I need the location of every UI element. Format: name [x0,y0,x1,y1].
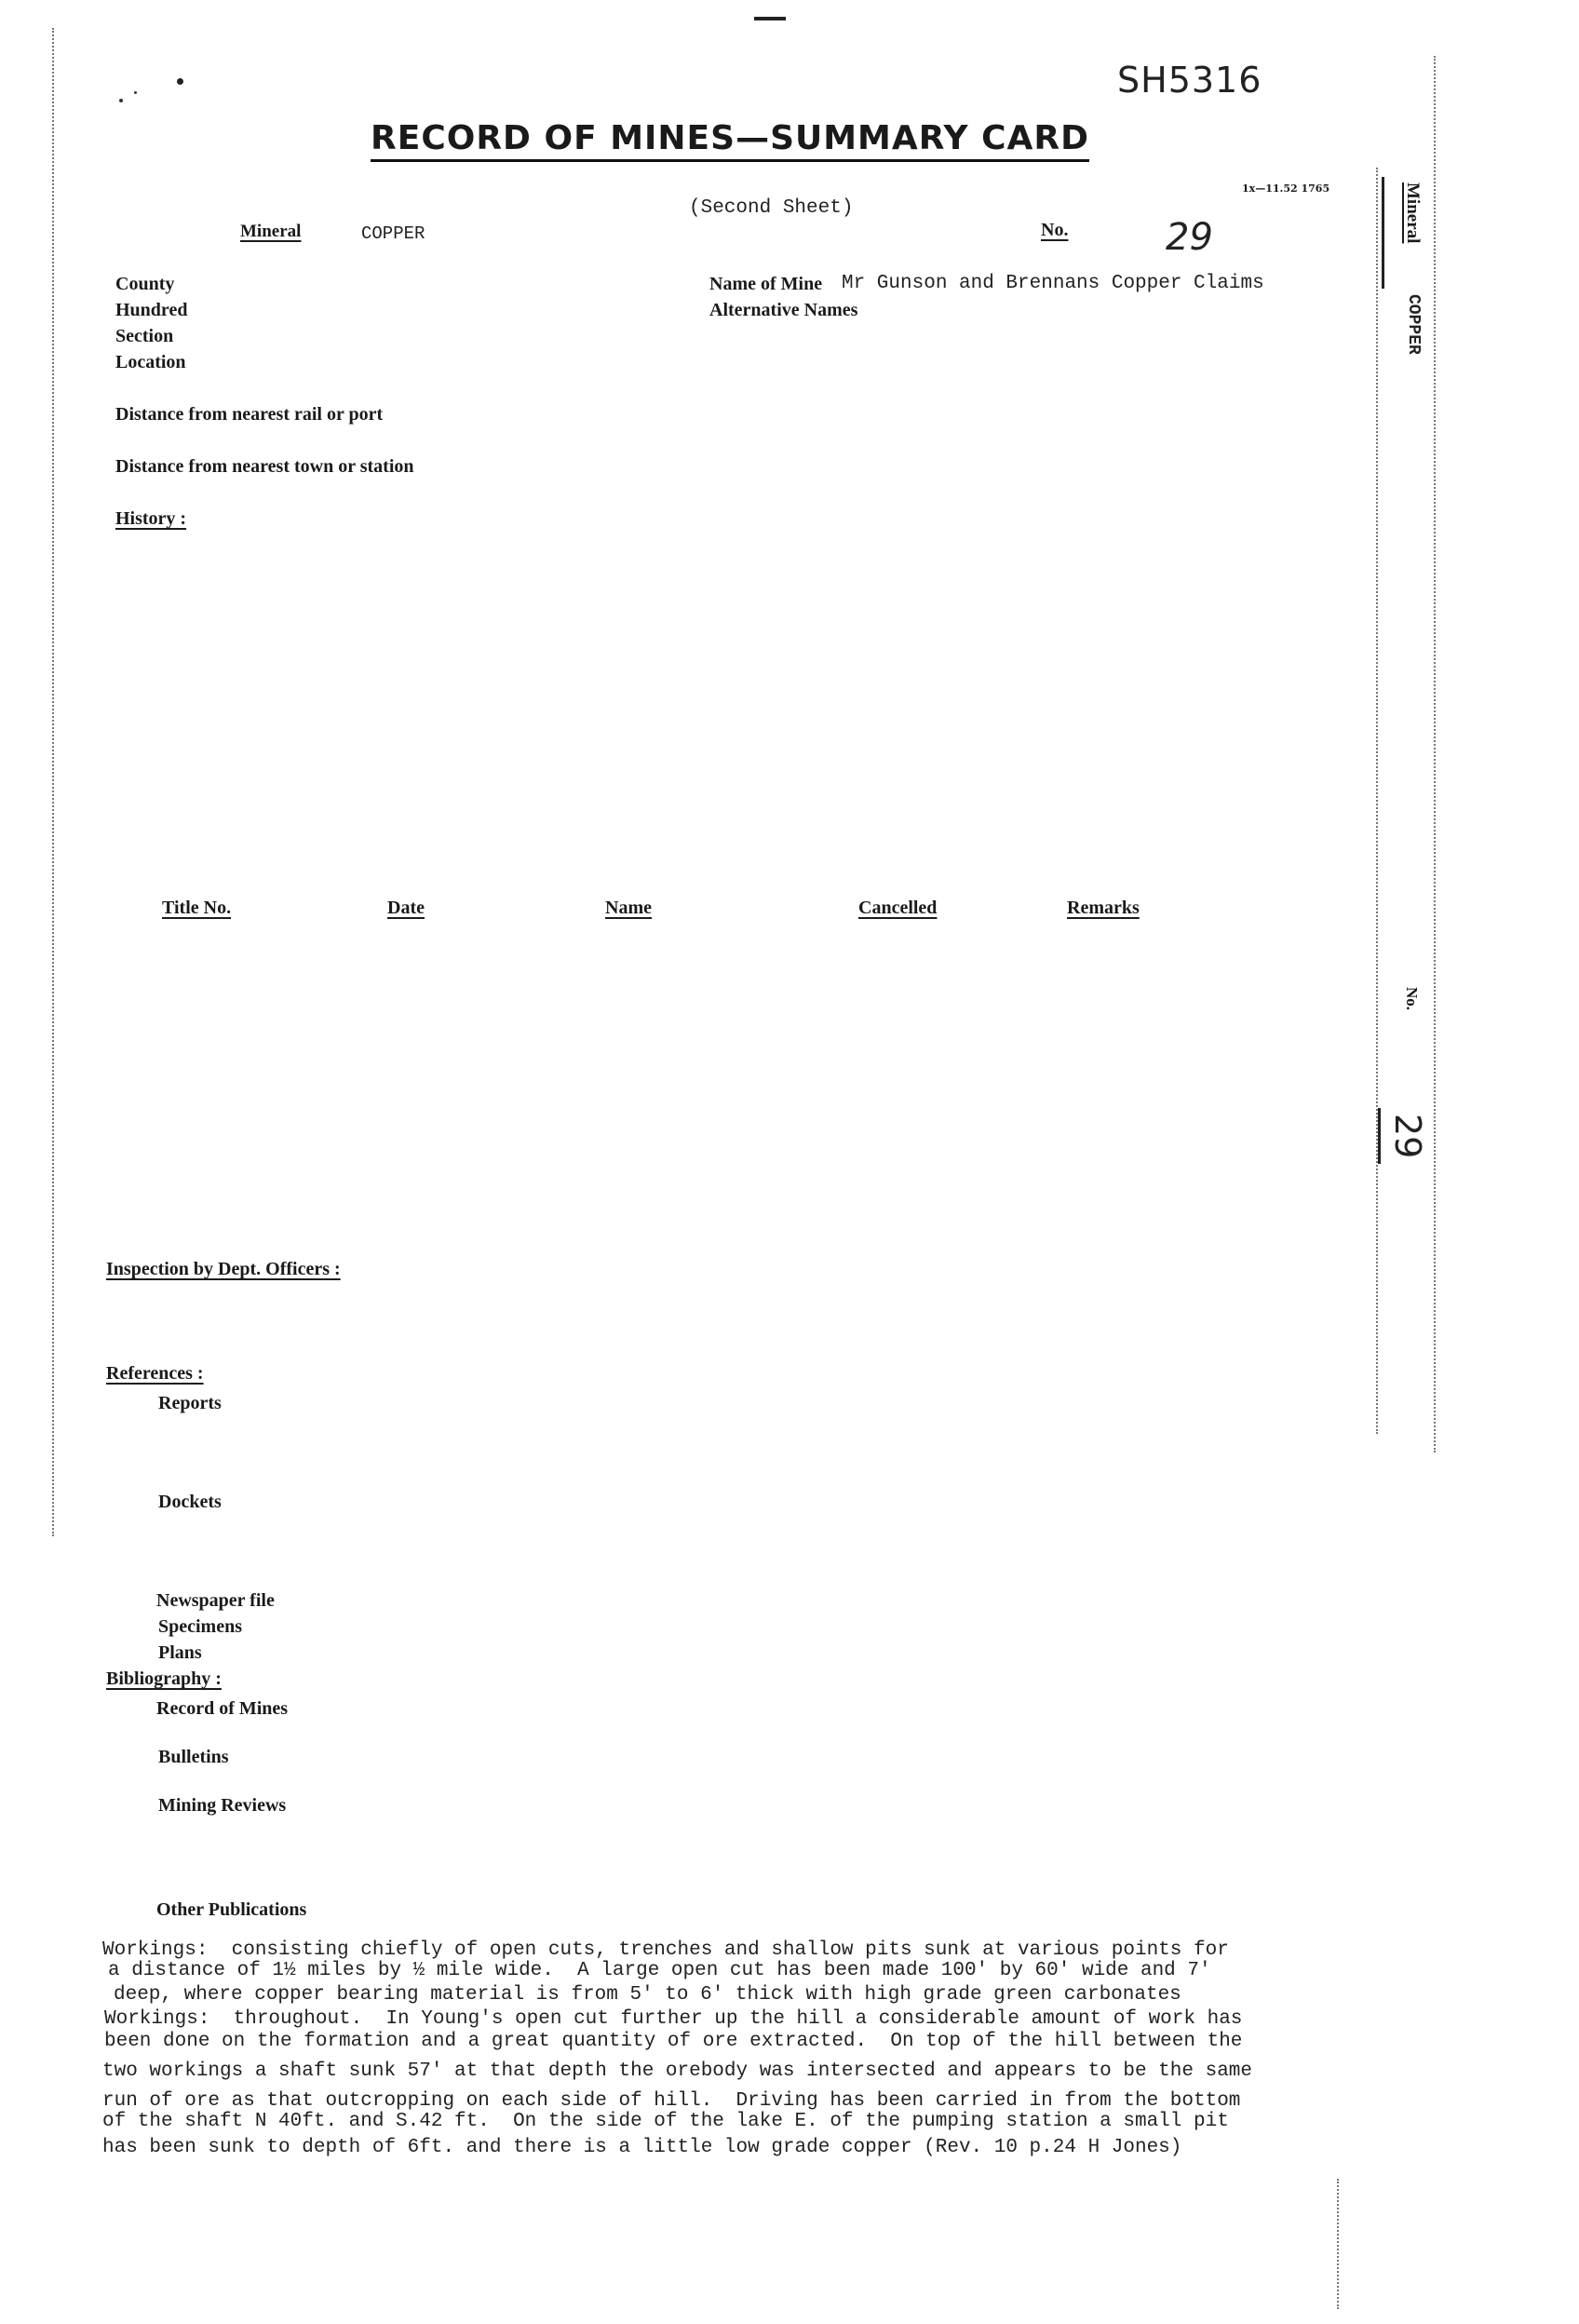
reference-dockets: Dockets [158,1492,222,1512]
bibliography-mining-reviews: Mining Reviews [158,1795,287,1816]
col-date: Date [387,898,425,918]
number-label: No. [1041,220,1069,240]
workings-line: of the shaft N 40ft. and S.42 ft. On the side of the lake E. of the pumping station a small pit [102,2111,1229,2132]
distance-rail-label: Distance from nearest rail or port [115,404,384,425]
right-border-dots [1376,168,1378,1434]
bibliography-record-of-mines: Record of Mines [156,1698,289,1719]
speck-mark [134,91,137,94]
col-name: Name [605,898,652,918]
col-remarks: Remarks [1067,898,1140,918]
reference-reports: Reports [158,1393,222,1413]
distance-town-label: Distance from nearest town or station [115,456,414,477]
workings-line: been done on the formation and a great quantity of ore extracted. On top of the hill between the [104,2031,1243,2052]
side-tab-no-label: No. [1403,987,1421,1011]
history-heading: History : [115,508,187,529]
far-right-border-dots [1434,56,1436,1452]
location-label: Location [115,352,186,372]
name-of-mine-label: Name of Mine [709,274,823,294]
bibliography-other-publications: Other Publications [156,1899,307,1920]
col-title-no: Title No. [162,898,232,918]
speck-mark [177,78,183,85]
bibliography-bulletins: Bulletins [158,1747,229,1767]
workings-line: Workings: throughout. In Young's open cut further up the hill a considerable amount of work has [104,2008,1243,2030]
side-tab-rule [1378,1108,1381,1164]
left-border-dots [52,28,54,1536]
workings-line: two workings a shaft sunk 57' at that depth the orebody was intersected and appears to be the same [102,2061,1253,2082]
references-heading: References : [106,1363,204,1384]
print-code: 1x—11.52 1765 [1242,182,1330,195]
inspection-heading: Inspection by Dept. Officers : [106,1259,341,1279]
handwritten-reference: SH5316 [1117,60,1262,101]
side-tab-mineral-value: COPPER [1404,294,1423,355]
reference-specimens: Specimens [158,1616,242,1637]
section-label: Section [115,326,174,346]
workings-line: has been sunk to depth of 6ft. and there is a little low grade copper (Rev. 10 p.24 H Jones) [102,2137,1182,2158]
reference-plans: Plans [158,1642,202,1663]
speck-mark [119,99,123,102]
side-tab-no-value: 29 [1387,1114,1428,1159]
reference-newspaper-file: Newspaper file [156,1590,275,1611]
mineral-label: Mineral [240,222,302,241]
side-tab-mineral-label: Mineral [1403,182,1423,244]
workings-line: Workings: consisting chiefly of open cuts, trenches and shallow pits sunk at various points for [102,1939,1229,1961]
sheet-label: (Second Sheet) [689,197,854,219]
name-of-mine-value: Mr Gunson and Brennans Copper Claims [842,273,1264,294]
card-title: RECORD OF MINES—SUMMARY CARD [371,119,1089,162]
bottom-right-dots [1337,2179,1339,2309]
alternative-names-label: Alternative Names [709,300,858,320]
side-tab-rule [1382,177,1384,289]
county-label: County [115,274,175,294]
mineral-value: COPPER [361,223,425,244]
workings-line: a distance of 1½ miles by ½ mile wide. A large open cut has been made 100' by 60' wide and 7' [108,1960,1211,1981]
bibliography-heading: Bibliography : [106,1669,222,1689]
workings-line: deep, where copper bearing material is from 5' to 6' thick with high grade green carbonates [114,1984,1181,2006]
workings-line: run of ore as that outcropping on each side of hill. Driving has been carried in from the bottom [102,2090,1241,2112]
col-cancelled: Cancelled [858,898,938,918]
top-dash [754,17,786,20]
number-value: 29 [1166,216,1213,259]
hundred-label: Hundred [115,300,188,320]
